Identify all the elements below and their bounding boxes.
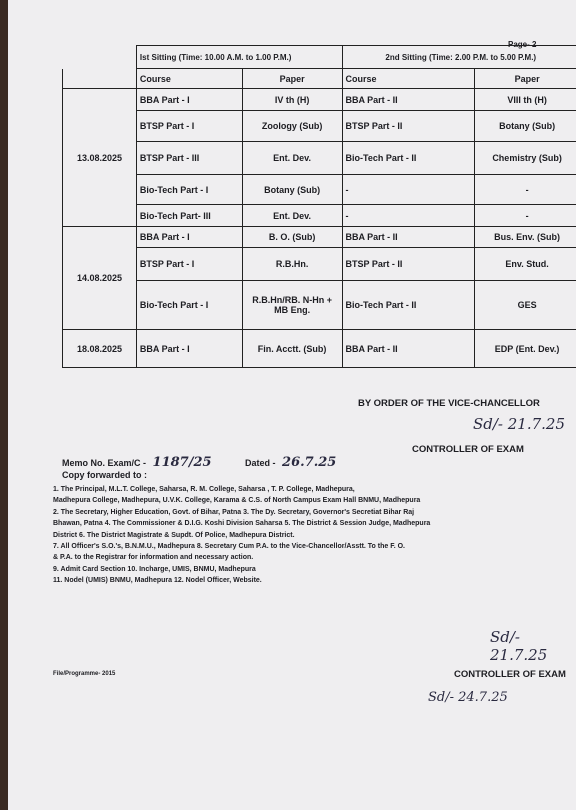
course-2: BTSP Part - II	[342, 248, 475, 281]
header-row	[63, 69, 576, 89]
paper-2: GES	[475, 281, 576, 330]
course-2: Bio-Tech Part - II	[342, 142, 475, 175]
course-2: -	[342, 175, 475, 205]
course-1: BTSP Part - I	[136, 248, 242, 281]
paper-1: Fin. Acctt. (Sub)	[242, 330, 342, 368]
course-2: BBA Part - II	[342, 330, 475, 368]
copy-forwarded: Copy forwarded to :	[62, 470, 147, 480]
course-2: -	[342, 205, 475, 227]
course-1: Bio-Tech Part- III	[136, 205, 242, 227]
header-paper-1: Paper	[242, 69, 342, 89]
paper-1: R.B.Hn/RB. N-Hn + MB Eng.	[242, 281, 342, 330]
memo-number: 1187/25	[152, 455, 212, 470]
second-sitting-label: 2nd Sitting (Time: 2.00 P.M. to 5.00 P.M.)	[342, 46, 576, 69]
course-1: BBA Part - I	[136, 227, 242, 248]
course-2: BBA Part - II	[342, 227, 475, 248]
table-row	[63, 227, 576, 248]
paper-1: Botany (Sub)	[242, 175, 342, 205]
paper-1: R.B.Hn.	[242, 248, 342, 281]
controller-title-2: CONTROLLER OF EXAM	[454, 669, 566, 680]
signature-2: Sd/- 21.7.25	[490, 628, 548, 664]
course-1: BTSP Part - III	[136, 142, 242, 175]
table-row	[63, 111, 576, 142]
table-row	[63, 175, 576, 205]
file-reference: File/Programme- 2015	[53, 671, 116, 677]
table-row	[63, 205, 576, 227]
dated-label: Dated -	[245, 458, 276, 468]
table-row	[63, 248, 576, 281]
table-row	[63, 281, 576, 330]
table-row	[63, 142, 576, 175]
course-1: Bio-Tech Part - I	[136, 175, 242, 205]
distribution-line: District 6. The District Magistrate & Supdt. Of Police, Madhepura District.	[53, 531, 295, 539]
order-text: BY ORDER OF THE VICE-CHANCELLOR	[358, 398, 540, 409]
dated-line	[245, 455, 336, 470]
header-paper-2: Paper	[475, 69, 576, 89]
distribution-line: 11. Nodel (UMIS) BNMU, Madhepura 12. Nodel Officer, Website.	[53, 577, 262, 585]
course-2: BTSP Part - II	[342, 111, 475, 142]
paper-2: VIII th (H)	[475, 89, 576, 111]
distribution-line: 2. The Secretary, Higher Education, Govt. of Bihar, Patna 3. The Dy. Secretary, Governor's Secretiat Bihar Raj	[53, 508, 415, 516]
header-course-1: Course	[136, 69, 242, 89]
course-2: Bio-Tech Part - II	[342, 281, 475, 330]
paper-2: EDP (Ent. Dev.)	[475, 330, 576, 368]
document-page	[8, 0, 576, 810]
exam-date: 13.08.2025	[63, 89, 137, 227]
paper-1: B. O. (Sub)	[242, 227, 342, 248]
distribution-line: 1. The Principal, M.L.T. College, Saharsa, R. M. College, Saharsa , T. P. College, Madhepura,	[53, 486, 355, 493]
paper-2: -	[475, 205, 576, 227]
distribution-line: 9. Admit Card Section 10. Incharge, UMIS, BNMU, Madhepura	[53, 565, 256, 573]
exam-schedule-table	[62, 45, 576, 368]
distribution-line: & P.A. to the Registrar for information and necessary action.	[53, 554, 254, 562]
course-1: Bio-Tech Part - I	[136, 281, 242, 330]
table-row	[63, 330, 576, 368]
distribution-list	[53, 484, 568, 587]
table-row	[63, 89, 576, 111]
exam-date: 18.08.2025	[63, 330, 137, 368]
paper-1: Zoology (Sub)	[242, 111, 342, 142]
course-1: BBA Part - I	[136, 89, 242, 111]
header-course-2: Course	[342, 69, 475, 89]
course-2: BBA Part - II	[342, 89, 475, 111]
paper-2: Env. Stud.	[475, 248, 576, 281]
distribution-line: Bhawan, Patna 4. The Commissioner & D.I.G. Koshi Division Saharsa 5. The District & Session Judge, Madhepura	[53, 520, 431, 528]
initials: Sd/- 24.7.25	[428, 690, 508, 705]
paper-2: -	[475, 175, 576, 205]
paper-1: Ent. Dev.	[242, 142, 342, 175]
distribution-line: 7. All Officer's S.O.'s, B.N.M.U., Madhepura 8. Secretary Cum P.A. to the Vice-Chancellor/Asstt. To the F. O.	[53, 543, 405, 551]
course-1: BTSP Part - I	[136, 111, 242, 142]
paper-1: Ent. Dev.	[242, 205, 342, 227]
exam-date: 14.08.2025	[63, 227, 137, 330]
course-1: BBA Part - I	[136, 330, 242, 368]
signature-1: Sd/- 21.7.25	[473, 415, 566, 433]
dated-value: 26.7.25	[282, 455, 337, 470]
paper-1: IV th (H)	[242, 89, 342, 111]
page-number: Page- 2	[508, 40, 537, 49]
memo-label: Memo No. Exam/C -	[62, 458, 147, 468]
distribution-line: Madhepura College, Madhepura, U.V.K. College, Karama & C.S. of North Campus Exam Hall BNMU, Madhepura	[53, 497, 421, 505]
controller-title-1: CONTROLLER OF EXAM	[412, 444, 524, 455]
paper-2: Chemistry (Sub)	[475, 142, 576, 175]
memo-line	[62, 455, 212, 470]
sitting-row	[63, 46, 576, 69]
paper-2: Botany (Sub)	[475, 111, 576, 142]
paper-2: Bus. Env. (Sub)	[475, 227, 576, 248]
first-sitting-label: Ist Sitting (Time: 10.00 A.M. to 1.00 P.M.)	[136, 46, 342, 69]
